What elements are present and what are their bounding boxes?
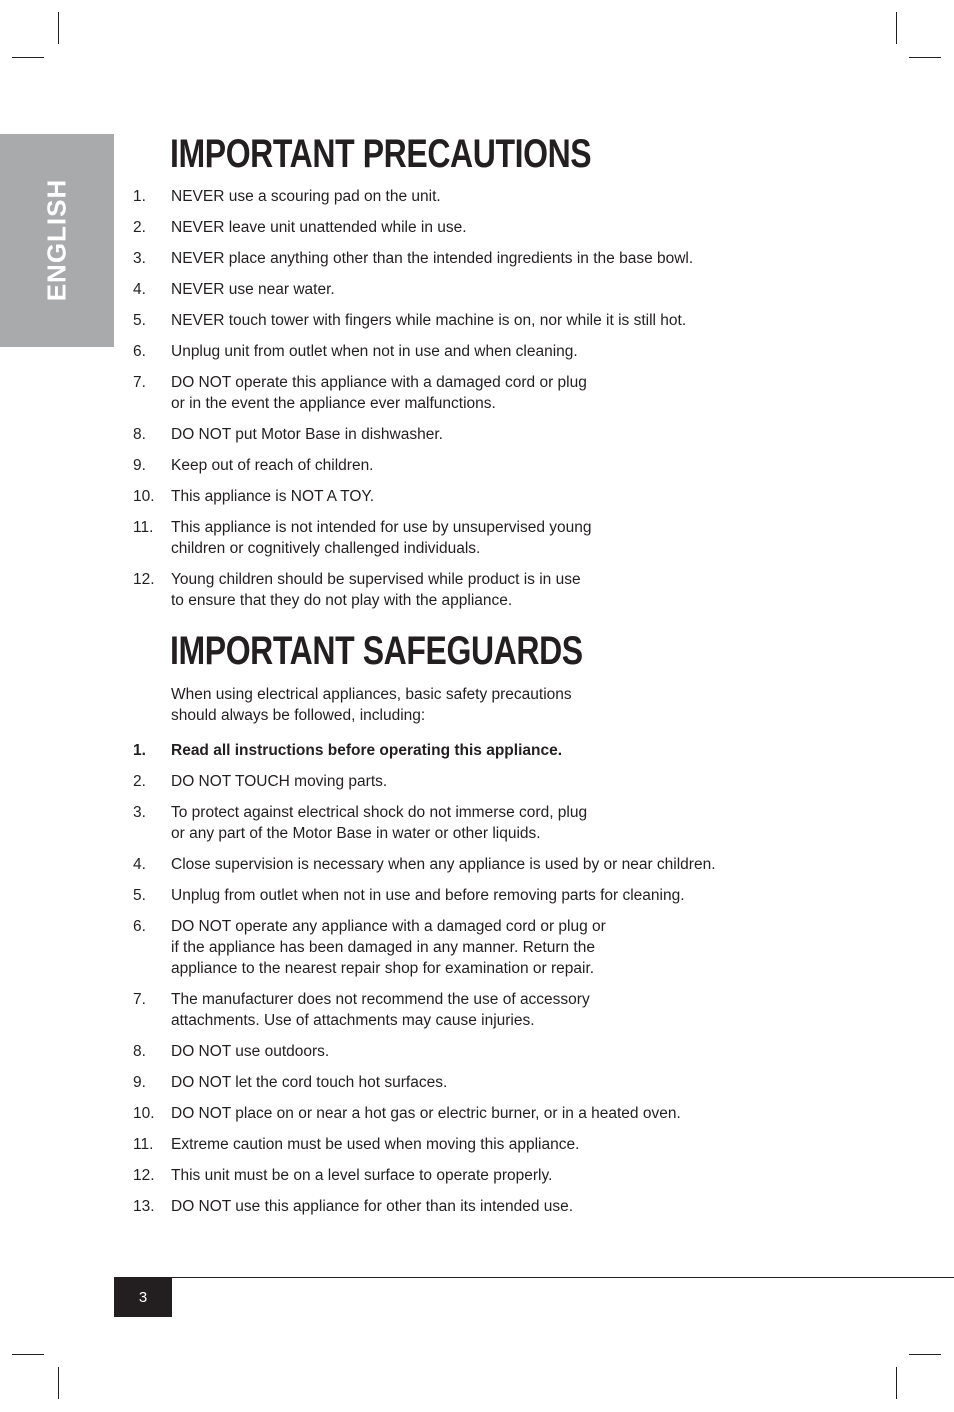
list-item	[133, 248, 813, 269]
list-item-text: DO NOT put Motor Base in dishwasher.	[171, 426, 443, 443]
list-item	[133, 771, 813, 792]
language-tab-label: ENGLISH	[41, 178, 72, 302]
list-item-number: 9.	[133, 457, 146, 474]
list-item	[133, 569, 813, 611]
list-item-text: Read all instructions before operating this appliance.	[171, 742, 563, 759]
list-item-number: 2.	[133, 773, 146, 790]
list-item	[133, 854, 813, 875]
list-item-number: 5.	[133, 312, 146, 329]
list-item-text: Young children should be supervised while product is in use to ensure that they do not play with the appliance.	[171, 571, 581, 609]
list-item-text: DO NOT TOUCH moving parts.	[171, 773, 388, 790]
list-item-text: This unit must be on a level surface to operate properly.	[171, 1167, 553, 1184]
list-item-number: 9.	[133, 1074, 146, 1091]
list-item-text: Unplug unit from outlet when not in use and when cleaning.	[171, 343, 578, 360]
crop-mark-bottom-left-vertical	[58, 1367, 59, 1399]
list-item-number: 12.	[133, 1167, 155, 1184]
list-item	[133, 740, 813, 761]
list-item-number: 10.	[133, 1105, 155, 1122]
list-item-text: DO NOT operate any appliance with a damaged cord or plug or if the appliance has been damaged in any manner. Return the appliance to the nearest repair shop for examination or repair.	[171, 918, 606, 977]
crop-mark-bottom-left-horizontal	[12, 1354, 44, 1355]
list-item	[133, 916, 813, 979]
list-item-number: 1.	[133, 742, 146, 759]
list-item-text: Close supervision is necessary when any appliance is used by or near children.	[171, 856, 716, 873]
list-item-number: 11.	[133, 519, 154, 536]
list-item	[133, 217, 813, 238]
list-item	[133, 1134, 813, 1155]
list-item-number: 13.	[133, 1198, 155, 1215]
list-item-number: 11.	[133, 1136, 154, 1153]
list-item-text: The manufacturer does not recommend the use of accessory attachments. Use of attachments may cause injuries.	[171, 991, 590, 1029]
list-item-text: DO NOT place on or near a hot gas or electric burner, or in a heated oven.	[171, 1105, 681, 1122]
list-item-text: This appliance is NOT A TOY.	[171, 488, 375, 505]
list-item-text: To protect against electrical shock do not immerse cord, plug or any part of the Motor Base in water or other liquids.	[171, 804, 588, 842]
crop-mark-top-left-vertical	[58, 12, 59, 44]
list-item-number: 5.	[133, 887, 146, 904]
list-item-text: Unplug from outlet when not in use and before removing parts for cleaning.	[171, 887, 685, 904]
list-item	[133, 1072, 813, 1093]
list-item	[133, 517, 813, 559]
list-item	[133, 186, 813, 207]
list-item-number: 3.	[133, 804, 146, 821]
list-item-text: DO NOT operate this appliance with a damaged cord or plug or in the event the appliance ever malfunctions.	[171, 374, 587, 412]
list-item	[133, 424, 813, 445]
list-item-number: 6.	[133, 918, 146, 935]
page-number: 3	[114, 1278, 172, 1317]
list-item-text: DO NOT let the cord touch hot surfaces.	[171, 1074, 448, 1091]
crop-mark-top-right-vertical	[896, 12, 897, 44]
crop-mark-top-right-horizontal	[909, 57, 941, 58]
crop-mark-bottom-right-vertical	[896, 1367, 897, 1399]
list-item	[133, 1041, 813, 1062]
list-item-text: Extreme caution must be used when moving this appliance.	[171, 1136, 580, 1153]
list-item-number: 10.	[133, 488, 155, 505]
list-item	[133, 1196, 813, 1217]
list-item	[133, 1103, 813, 1124]
language-tab	[0, 134, 114, 347]
list-item-number: 1.	[133, 188, 146, 205]
list-item-number: 3.	[133, 250, 146, 267]
list-item-number: 7.	[133, 991, 146, 1008]
list-item	[133, 1165, 813, 1186]
list-item	[133, 486, 813, 507]
list-item	[133, 885, 813, 906]
safeguards-list	[133, 740, 813, 1227]
list-item	[133, 279, 813, 300]
list-item	[133, 341, 813, 362]
list-item-number: 6.	[133, 343, 146, 360]
list-item	[133, 455, 813, 476]
list-item-number: 7.	[133, 374, 146, 391]
list-item-text: Keep out of reach of children.	[171, 457, 374, 474]
list-item-text: NEVER place anything other than the intended ingredients in the base bowl.	[171, 250, 694, 267]
list-item-text: DO NOT use outdoors.	[171, 1043, 330, 1060]
safeguards-title: IMPORTANT SAFEGUARDS	[170, 629, 583, 673]
crop-mark-top-left-horizontal	[12, 57, 44, 58]
precautions-title: IMPORTANT PRECAUTIONS	[170, 132, 592, 176]
list-item-number: 8.	[133, 1043, 146, 1060]
list-item-number: 4.	[133, 281, 146, 298]
list-item-text: NEVER touch tower with fingers while machine is on, nor while it is still hot.	[171, 312, 687, 329]
list-item-number: 8.	[133, 426, 146, 443]
list-item-text: DO NOT use this appliance for other than its intended use.	[171, 1198, 574, 1215]
list-item-number: 12.	[133, 571, 155, 588]
list-item-text: NEVER use near water.	[171, 281, 335, 298]
list-item	[133, 310, 813, 331]
footer-divider	[114, 1277, 954, 1278]
list-item-number: 4.	[133, 856, 146, 873]
list-item-text: NEVER use a scouring pad on the unit.	[171, 188, 441, 205]
safeguards-intro: When using electrical appliances, basic safety precautions should always be followed, including:	[171, 686, 572, 724]
crop-mark-bottom-right-horizontal	[909, 1354, 941, 1355]
list-item-text: NEVER leave unit unattended while in use.	[171, 219, 467, 236]
list-item	[133, 989, 813, 1031]
list-item	[133, 372, 813, 414]
precautions-list	[133, 186, 813, 621]
list-item-text: This appliance is not intended for use by unsupervised young children or cognitively challenged individuals.	[171, 519, 592, 557]
list-item	[133, 802, 813, 844]
list-item-number: 2.	[133, 219, 146, 236]
